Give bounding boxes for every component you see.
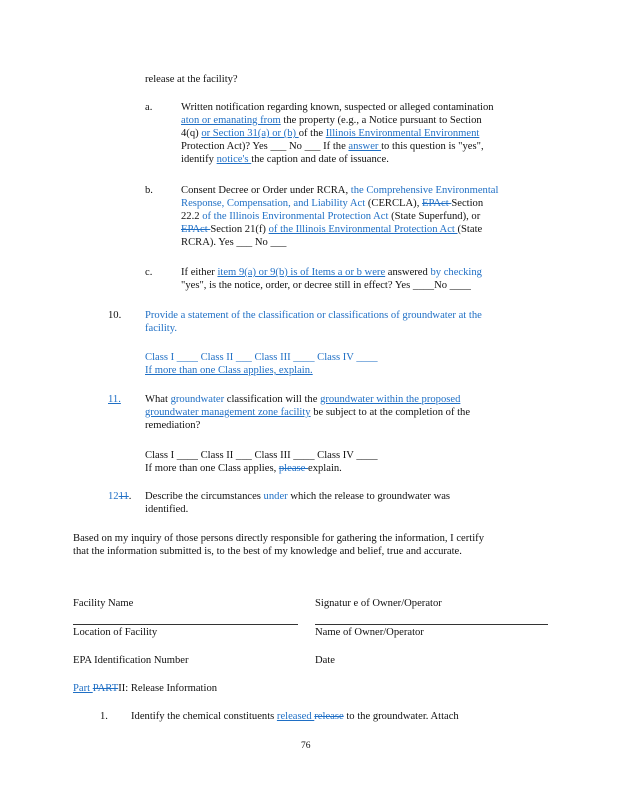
revision-delete: please <box>278 463 308 474</box>
text-run: II: Release Information <box>118 683 218 694</box>
signature-rule <box>315 624 548 625</box>
revision-insert: groundwater within the proposed <box>320 394 461 405</box>
item-10-note: If more than one Class applies, explain. <box>145 365 313 376</box>
revision-delete: EPAct <box>422 198 452 209</box>
item-10-classes: Class I ____ Class II ___ Class III ____ Class IV ____ <box>145 352 378 363</box>
revision-insert: Part <box>73 683 93 694</box>
signature-rule <box>73 624 298 625</box>
epa-id-label: EPA Identification Number <box>73 655 189 666</box>
revision-insert: by checking <box>430 267 482 278</box>
item-b-line-1 <box>181 184 498 197</box>
item-11-line-3: remediation? <box>145 420 201 431</box>
text-run: Protection Act)? Yes ___ No ___ If the <box>181 141 349 152</box>
revision-insert: groundwater management zone facility <box>145 407 311 418</box>
text-run: to this question is "yes", <box>381 141 484 152</box>
owner-signature-label: Signatur e of Owner/Operator <box>315 598 442 609</box>
item-11-line-2 <box>145 406 470 419</box>
owner-name-label: Name of Owner/Operator <box>315 627 424 638</box>
revision-insert: released <box>276 711 315 722</box>
certification-line-2: that the information submitted is, to the best of my knowledge and belief, true and accurate. <box>73 546 462 557</box>
revision-insert: notice's <box>216 154 252 165</box>
revision-insert: item 9(a) or 9(b) is of Items a or b were <box>217 267 386 278</box>
text-run: identify <box>181 154 217 165</box>
text-run: 22.2 <box>181 211 203 222</box>
item-c-line-1 <box>181 266 482 279</box>
revision-insert: answer <box>348 141 382 152</box>
text-run: be subject to at the completion of the <box>310 407 471 418</box>
part-2-heading <box>73 682 217 695</box>
item-b-line-3 <box>181 210 480 223</box>
item-10-number: 10. <box>108 310 122 321</box>
revision-insert: or Section 31(a) or (b) <box>201 128 299 139</box>
revision-insert: of the Illinois Environmental Protection Act <box>268 224 458 235</box>
revision-insert: Illinois Environmental Environment <box>325 128 480 139</box>
item-a-marker: a. <box>145 102 153 113</box>
text-run: Describe the circumstances <box>145 491 264 502</box>
revision-insert: under <box>263 491 288 502</box>
item-10-line-2: facility. <box>145 323 177 334</box>
item-1-line-1 <box>131 710 459 723</box>
text-run: Section <box>451 198 484 209</box>
item-11-note <box>145 462 342 475</box>
item-12-number <box>108 490 131 503</box>
revision-insert: of the Illinois Environmental Protection Act <box>202 211 389 222</box>
item-a-line-3 <box>181 127 479 140</box>
item-a-line-2 <box>181 114 482 127</box>
page-number: 76 <box>301 741 311 751</box>
text-run: What <box>145 394 171 405</box>
text-run: If more than one Class applies, <box>145 463 279 474</box>
location-label: Location of Facility <box>73 627 158 638</box>
text-run: Section 21(f) <box>210 224 269 235</box>
text-run: classification will the <box>224 394 321 405</box>
text-run: 4(q) <box>181 128 202 139</box>
text-run: (State Superfund), or <box>388 211 481 222</box>
item-11-number: 11. <box>108 394 121 405</box>
text-run: Consent Decree or Order under RCRA, <box>181 185 351 196</box>
item-a-line-4 <box>181 140 484 153</box>
revision-insert: 12 <box>108 491 119 502</box>
item-11-classes: Class I ____ Class II ___ Class III ____ Class IV ____ <box>145 450 378 461</box>
intro-continuation: release at the facility? <box>145 74 238 85</box>
text-run: which the release to groundwater was <box>287 491 451 502</box>
revision-insert: aton or emanating from <box>181 115 281 126</box>
revision-insert: the Comprehensive Environmental <box>350 185 499 196</box>
text-run: the property (e.g., a Notice pursuant to Section <box>280 115 482 126</box>
text-run: explain. <box>308 463 342 474</box>
item-12-line-1 <box>145 490 450 503</box>
item-b-line-5: RCRA). Yes ___ No ___ <box>181 237 287 248</box>
item-12-line-2: identified. <box>145 504 189 515</box>
item-1-number: 1. <box>100 711 108 722</box>
item-c-line-2: "yes", is the notice, order, or decree still in effect? Yes ____No ____ <box>181 280 471 291</box>
revision-insert: Response, Compensation, and Liability Act <box>181 198 366 209</box>
text-run: (CERCLA), <box>365 198 422 209</box>
text-run: . <box>128 491 132 502</box>
text-run: Identify the chemical constituents <box>131 711 277 722</box>
revision-delete: 11 <box>118 491 129 502</box>
date-label: Date <box>315 655 335 666</box>
text-run: to the groundwater. Attach <box>343 711 459 722</box>
certification-line-1: Based on my inquiry of those persons directly responsible for gathering the information, I certify <box>73 533 484 544</box>
item-c-marker: c. <box>145 267 153 278</box>
item-a-line-5 <box>181 153 389 166</box>
item-a-line-1: Written notification regarding known, suspected or alleged contamination <box>181 102 494 113</box>
revision-delete: EPAct <box>181 224 211 235</box>
text-run: If either <box>181 267 218 278</box>
item-11-line-1 <box>145 393 460 406</box>
text-run: of the <box>298 128 326 139</box>
facility-name-label: Facility Name <box>73 598 134 609</box>
text-run: (State <box>457 224 483 235</box>
revision-insert: groundwater <box>170 394 225 405</box>
text-run: answered <box>385 267 431 278</box>
item-b-marker: b. <box>145 185 153 196</box>
item-b-line-4 <box>181 223 482 236</box>
revision-delete: release <box>314 711 344 722</box>
item-10-line-1: Provide a statement of the classification or classifications of groundwater at the <box>145 310 482 321</box>
revision-delete: PART <box>92 683 119 694</box>
item-b-line-2 <box>181 197 483 210</box>
text-run: the caption and date of issuance. <box>251 154 389 165</box>
